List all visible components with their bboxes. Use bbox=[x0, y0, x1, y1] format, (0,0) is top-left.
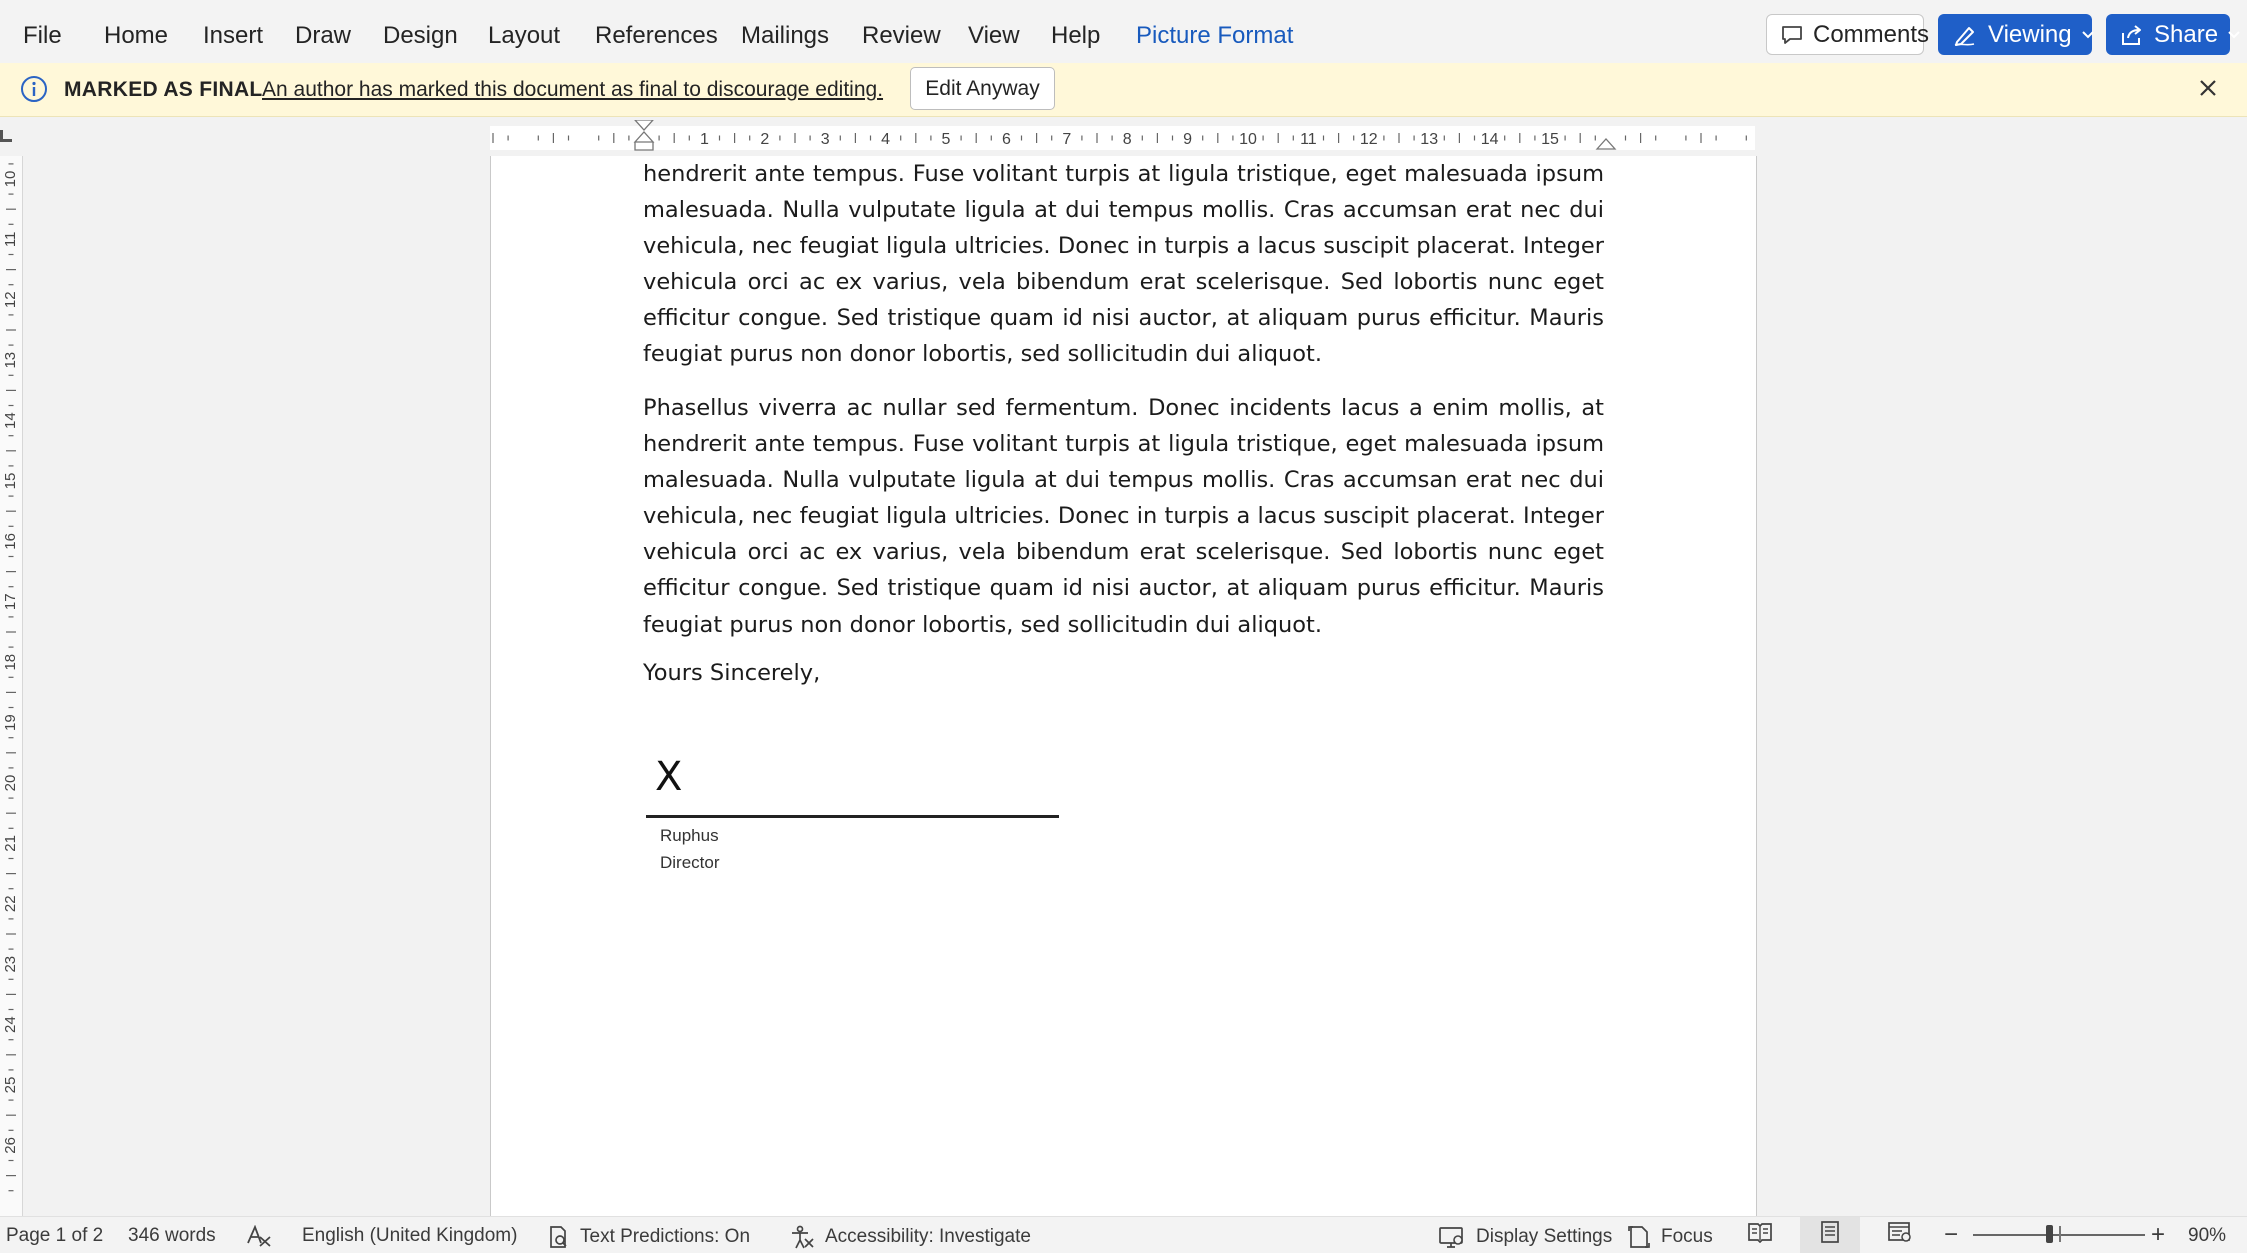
tab-references[interactable]: References bbox=[595, 22, 718, 49]
signature-rule bbox=[646, 815, 1059, 818]
viewing-mode-button[interactable] bbox=[1938, 14, 2092, 55]
ruler-number: 5 bbox=[941, 131, 951, 148]
tab-layout[interactable]: Layout bbox=[488, 22, 561, 49]
ruler-number: 11 bbox=[1300, 131, 1317, 148]
ruler-number: 12 bbox=[1359, 131, 1378, 148]
language-status[interactable]: English (United Kingdom) bbox=[302, 1225, 518, 1246]
ruler-number: 9 bbox=[1183, 131, 1193, 148]
ruler-number: 16 bbox=[2, 533, 19, 550]
accessibility-status[interactable] bbox=[789, 1225, 1031, 1249]
ruler-number: 15 bbox=[2, 472, 19, 490]
ruler-scale bbox=[0, 120, 2247, 156]
print-layout-icon bbox=[1819, 1220, 1841, 1250]
share-button[interactable] bbox=[2106, 14, 2230, 55]
ruler-number: 14 bbox=[1480, 131, 1499, 148]
tab-help[interactable]: Help bbox=[1051, 22, 1101, 49]
web-layout-icon bbox=[1887, 1220, 1913, 1250]
read-mode-button[interactable] bbox=[1730, 1217, 1790, 1253]
edit-anyway-button[interactable]: Edit Anyway bbox=[910, 67, 1055, 110]
ruler-number: 8 bbox=[1122, 131, 1132, 148]
ruler-number: 13 bbox=[1420, 131, 1439, 148]
read-mode-icon bbox=[1747, 1221, 1773, 1249]
ruler-number: 11 bbox=[2, 231, 19, 248]
comment-icon bbox=[1781, 25, 1803, 45]
ruler-number: 6 bbox=[1001, 131, 1011, 148]
ruler-number: 21 bbox=[2, 835, 19, 852]
focus-button[interactable] bbox=[1627, 1225, 1713, 1249]
ribbon-tab-bar bbox=[0, 0, 2247, 63]
zoom-level[interactable]: 90% bbox=[2188, 1225, 2227, 1246]
tab-file[interactable]: File bbox=[23, 22, 62, 49]
proofing-status[interactable] bbox=[246, 1225, 272, 1247]
share-icon bbox=[2120, 24, 2144, 46]
ruler-number: 22 bbox=[2, 895, 19, 913]
tab-review[interactable]: Review bbox=[862, 22, 941, 49]
tab-home[interactable]: Home bbox=[104, 22, 169, 49]
ruler-number: 18 bbox=[2, 653, 19, 671]
focus-label: Focus bbox=[1661, 1226, 1713, 1247]
ruler-number: 19 bbox=[2, 714, 19, 731]
ruler-number: 7 bbox=[1062, 131, 1072, 148]
message-title: MARKED AS FINAL bbox=[64, 78, 263, 101]
vertical-ruler[interactable] bbox=[0, 156, 22, 1216]
info-icon bbox=[20, 75, 48, 108]
ruler-number: 20 bbox=[2, 774, 19, 792]
signer-name: Ruphus bbox=[660, 826, 719, 845]
ruler-number: 13 bbox=[2, 351, 19, 369]
proofing-icon bbox=[246, 1225, 272, 1247]
accessibility-icon bbox=[789, 1225, 815, 1249]
ruler-number: 1 bbox=[699, 131, 709, 148]
text-predictions-status[interactable] bbox=[546, 1225, 750, 1249]
tab-design[interactable]: Design bbox=[383, 22, 458, 49]
chevron-down-icon bbox=[2082, 31, 2094, 39]
ruler-number: 12 bbox=[2, 291, 19, 309]
display-settings-label: Display Settings bbox=[1476, 1226, 1613, 1247]
ruler-number: 3 bbox=[820, 131, 830, 148]
display-settings-icon bbox=[1438, 1225, 1466, 1249]
ruler-number: 10 bbox=[1239, 131, 1257, 148]
display-settings-button[interactable] bbox=[1438, 1225, 1612, 1249]
ruler-number: 15 bbox=[1541, 131, 1559, 148]
document-page[interactable] bbox=[490, 156, 1757, 1216]
ruler-number: 23 bbox=[2, 955, 19, 973]
tab-view[interactable]: View bbox=[968, 22, 1020, 49]
body-paragraph-1[interactable]: hendrerit ante tempus. Fuse volitant turpis at ligula tristique, eget malesuada ipsum malesuada. Nulla vulputate ligula at dui tempus mollis. Cras accumsan erat nec dui vehicula, nec feugiat ligula ultricies. Donec in turpis a lacus suscipit placerat. Integer vehicula orci ac ex varius, vela bibendum erat scelerisque. Sed lobortis nunc eget efficitur congue. Sed tristique quam id nisi auctor, at aliquam purus efficitur. Mauris feugiat purus non donor lobortis, sed sollicitudin dui aliquot. bbox=[643, 161, 1604, 368]
pen-edit-icon bbox=[1952, 23, 1978, 47]
horizontal-ruler[interactable] bbox=[0, 120, 2247, 156]
chevron-down-icon bbox=[2228, 31, 2240, 39]
ruler-number: 4 bbox=[881, 131, 891, 148]
signature-x-mark: X bbox=[655, 754, 683, 800]
zoom-out-button[interactable]: − bbox=[1944, 1221, 1959, 1248]
tab-insert[interactable]: Insert bbox=[203, 22, 264, 49]
print-layout-button[interactable] bbox=[1800, 1217, 1860, 1253]
ruler-number: 14 bbox=[2, 412, 19, 429]
close-icon[interactable] bbox=[2196, 76, 2220, 105]
focus-icon bbox=[1627, 1225, 1651, 1249]
vertical-ruler-scale bbox=[0, 156, 22, 1216]
body-paragraph-2[interactable]: Phasellus viverra ac nullar sed fermentum. Donec incidents lacus a enim mollis, at hendrerit ante tempus. Fuse volitant turpis at ligula tristique, eget malesuada ipsum malesuada. Nulla vulputate ligula at dui tempus mollis. Cras accumsan erat nec dui vehicula, nec feugiat ligula ultricies. Donec in turpis a lacus suscipit placerat. Integer vehicula orci ac ex varius, vela bibendum erat scelerisque. Sed lobortis nunc eget efficitur congue. Sed tristique quam id nisi auctor, at aliquam purus efficitur. Mauris feugiat purus non donor lobortis, sed sollicitudin dui aliquot. bbox=[643, 395, 1604, 638]
web-layout-button[interactable] bbox=[1870, 1217, 1930, 1253]
text-predictions-label: Text Predictions: On bbox=[580, 1226, 751, 1247]
ruler-number: 2 bbox=[760, 131, 770, 148]
share-label: Share bbox=[2154, 20, 2219, 48]
text-predictions-icon bbox=[546, 1225, 570, 1249]
status-bar bbox=[0, 1216, 2247, 1253]
comments-button[interactable] bbox=[1766, 14, 1930, 55]
ruler-number: 17 bbox=[2, 593, 19, 611]
comments-label: Comments bbox=[1813, 20, 1930, 48]
page-count[interactable]: Page 1 of 2 bbox=[6, 1225, 104, 1246]
ruler-number: 25 bbox=[2, 1076, 19, 1094]
zoom-in-button[interactable]: + bbox=[2151, 1221, 2166, 1248]
message-link[interactable]: An author has marked this document as final to discourage editing. bbox=[262, 78, 884, 101]
zoom-slider-thumb[interactable] bbox=[2046, 1225, 2053, 1243]
tab-mailings[interactable]: Mailings bbox=[741, 22, 830, 49]
accessibility-label: Accessibility: Investigate bbox=[825, 1226, 1031, 1247]
ruler-number: 10 bbox=[2, 170, 19, 188]
tab-picture-format[interactable]: Picture Format bbox=[1136, 22, 1294, 49]
signer-title: Director bbox=[660, 853, 720, 872]
ruler-number: 26 bbox=[2, 1137, 19, 1154]
marked-as-final-message-bar bbox=[0, 63, 2247, 117]
closing-line[interactable]: Yours Sincerely, bbox=[643, 660, 821, 686]
word-count[interactable]: 346 words bbox=[128, 1225, 216, 1246]
viewing-label: Viewing bbox=[1988, 20, 2072, 48]
ruler-number: 24 bbox=[2, 1016, 19, 1033]
tab-draw[interactable]: Draw bbox=[295, 22, 352, 49]
